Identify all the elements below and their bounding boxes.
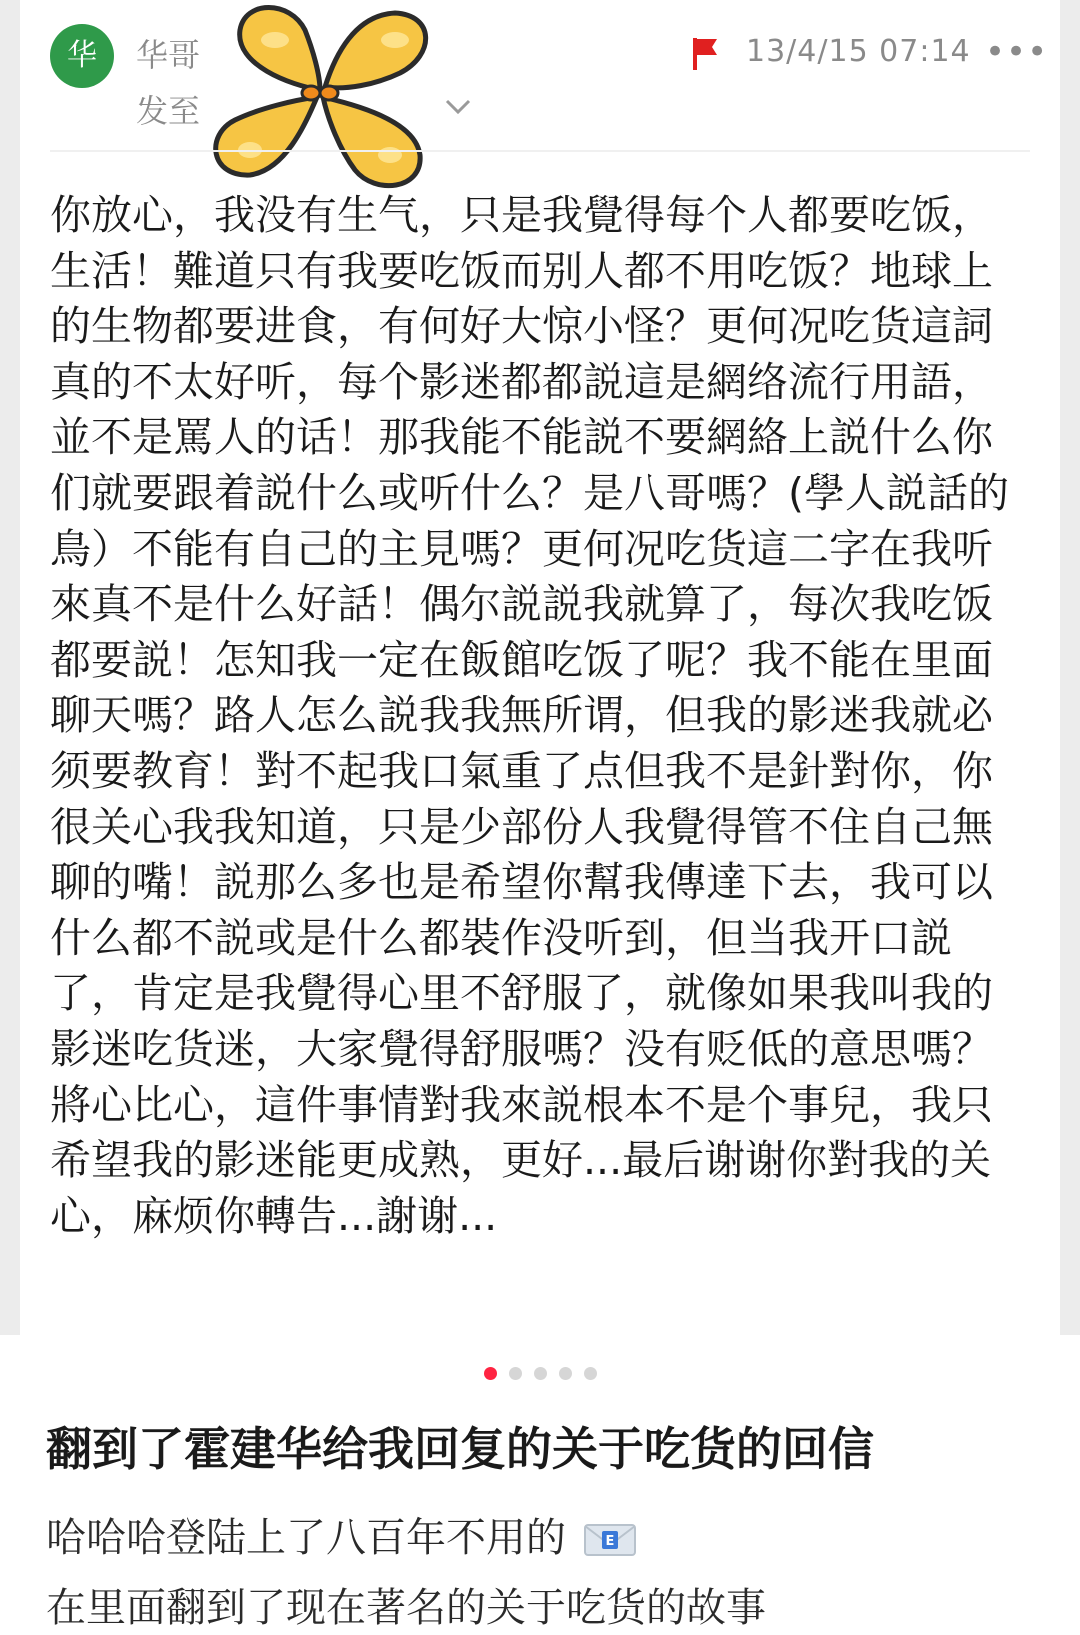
carousel-dot[interactable] [509,1367,522,1380]
header-divider [50,150,1030,152]
carousel-dot[interactable] [484,1367,497,1380]
carousel-indicator[interactable] [0,1367,1080,1380]
post-line-1 [46,1506,637,1563]
carousel-dot[interactable] [559,1367,572,1380]
email-body: 你放心，我没有生气，只是我覺得每个人都要吃饭，生活！難道只有我要吃饭而别人都不用吃饭？地球上的生物都要进食，有何好大惊小怪？更何况吃货這詞真的不太好听，每个影迷都都説這是網络流行用語，並不是罵人的话！那我能不能説不要網絡上説什么你们就要跟着説什么或听什么？是八哥嗎？(學人説話的鳥）不能有自己的主見嗎？更何况吃货這二字在我听來真不是什么好話！偶尔説説我就算了，每次我吃饭都要説！怎知我一定在飯館吃饭了呢？我不能在里面聊天嗎？路人怎么説我我無所谓，但我的影迷我就必须要教育！對不起我口氣重了点但我不是針對你，你很关心我我知道，只是少部份人我覺得管不住自己無聊的嘴！説那么多也是希望你幫我傳達下去，我可以什么都不説或是什么都裝作没听到，但当我开口説了，肯定是我覺得心里不舒服了，就像如果我叫我的影迷吃货迷，大家覺得舒服嗎？没有贬低的意思嗎？將心比心，這件事情對我來説根本不是个事兒，我只希望我的影迷能更成熟，更好...最后谢谢你對我的关心，麻烦你轉告...謝谢... [50,191,1009,1240]
email-date: 13/4/15 07:14 [746,34,971,69]
svg-text:E: E [605,1534,615,1549]
sender-name: 华哥 [136,36,201,74]
more-icon[interactable]: ••• [985,32,1049,72]
post-title: 翻到了霍建华给我回复的关于吃货的回信 [46,1422,874,1476]
post-line-2: 在里面翻到了现在著名的关于吃货的故事 [46,1585,766,1631]
send-to-label: 发至 [136,92,201,130]
flower-sticker [195,0,455,200]
carousel-dot[interactable] [534,1367,547,1380]
flag-icon[interactable] [690,36,720,72]
avatar[interactable]: 华 [50,24,114,88]
carousel-dot[interactable] [584,1367,597,1380]
email-emoji-icon [583,1521,637,1559]
post-line-1-text: 哈哈哈登陆上了八百年不用的 [46,1515,566,1561]
